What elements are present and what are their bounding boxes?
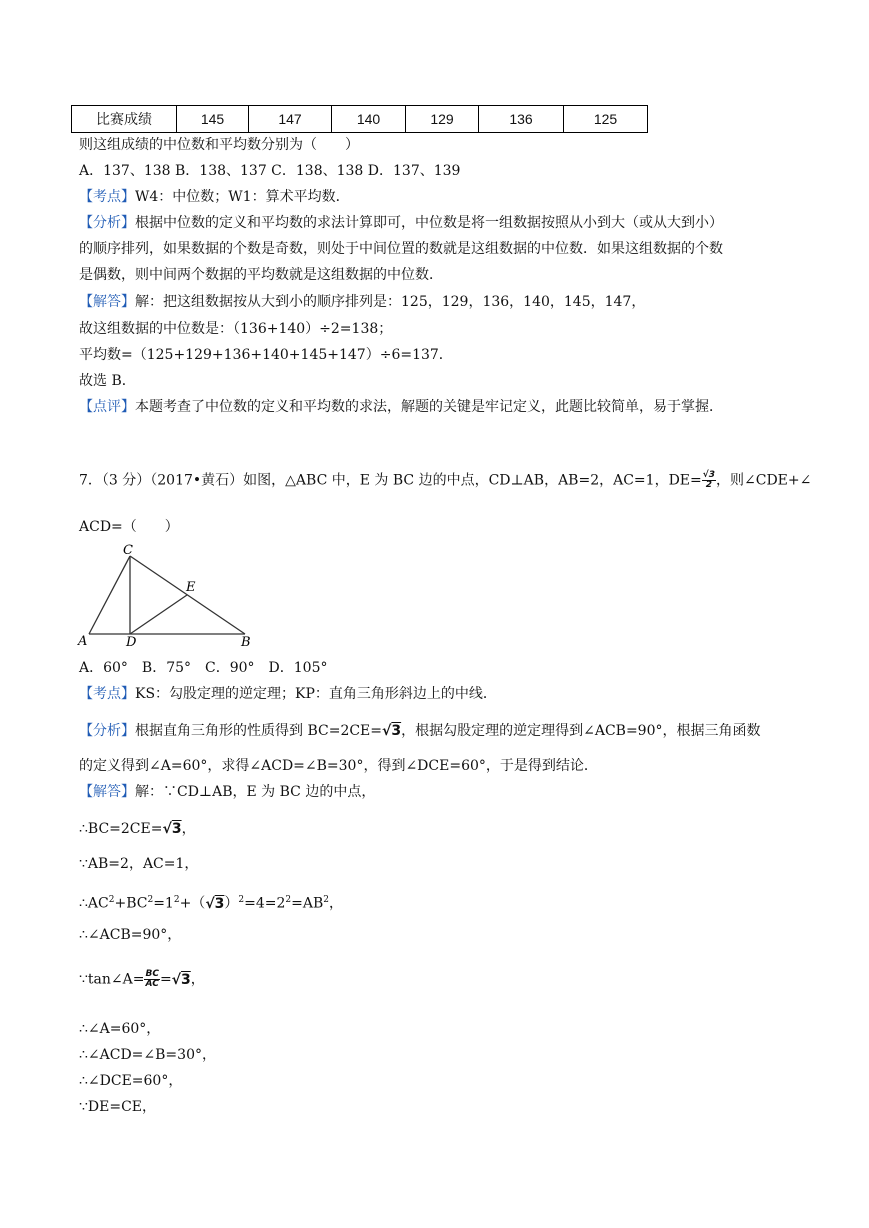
jieda-line: [79, 783, 375, 801]
table-cell: 136: [479, 106, 564, 133]
triangle-figure: [76, 540, 266, 652]
label-b: B: [241, 635, 251, 650]
table-row: [72, 106, 648, 133]
jieda-text: 故选 B．: [79, 373, 136, 389]
table-cell: 145: [177, 106, 249, 133]
sqrt-3: √3: [171, 971, 191, 988]
de-fraction: $\frac{√3}{2}$: [702, 470, 716, 490]
proof-line: ∵DE=CE，: [79, 1099, 157, 1115]
table-cell: 125: [564, 106, 648, 133]
proof-line: $\therefore AC^2+BC^2=1^2+(√3)^2=4=2^2=AB^2$，: [79, 895, 344, 912]
answer-options: A．137、138 B．138、137 C．138、138 D．137、139: [79, 163, 461, 179]
answer-options: A．60° B．75° C．90° D．105°: [79, 660, 328, 676]
segment-de: [130, 595, 187, 634]
fenxi-text: 的定义得到∠A=60°，求得∠ACD=∠B=30°，得到∠DCE=60°，于是得到结论．: [79, 758, 598, 774]
table-cell: 129: [406, 106, 479, 133]
question-stem-cont: ACD=（ ）: [79, 519, 179, 535]
kaodian-tag: 【考点】: [79, 686, 135, 702]
jieda-text: 解：∵CD⊥AB，E 为 BC 边的中点，: [135, 784, 376, 800]
dianping-line: [79, 398, 723, 416]
sqrt-3: √3: [162, 821, 182, 837]
label-e: E: [186, 580, 196, 595]
fenxi-text: 是偶数，则中间两个数据的平均数就是这组数据的中位数．: [79, 267, 443, 283]
kaodian-text: W4：中位数；W1：算术平均数．: [135, 189, 350, 205]
dianping-text: 本题考查了中位数的定义和平均数的求法，解题的关键是牢记定义，此题比较简单，易于掌握．: [135, 399, 723, 415]
kaodian-tag: 【考点】: [79, 189, 135, 205]
table-header-cell: 比赛成绩: [72, 106, 177, 133]
jieda-line: [79, 293, 645, 311]
sqrt-3: √3: [205, 895, 225, 912]
fenxi-text: ，根据勾股定理的逆定理得到∠ACB=90°，根据三角函数: [401, 723, 761, 739]
jieda-text: 解：把这组数据按从大到小的顺序排列是：125，129，136，140，145，147，: [135, 294, 646, 310]
kaodian-text: KS：勾股定理的逆定理；KP：直角三角形斜边上的中线．: [135, 686, 497, 702]
stem-text: 7．（3 分）（2017•黄石）如图，△ABC 中，E 为 BC 边的中点，CD⊥AB，AB=2，AC=1，DE=: [79, 472, 702, 489]
kaodian-line: [79, 188, 350, 206]
proof-line: ∴∠ACB=90°，: [79, 927, 182, 943]
label-c: C: [123, 543, 133, 558]
proof-line: ∴BC=2CE=√3，: [79, 821, 196, 837]
proof-line: ∵tan∠A= $\frac{BC}{AC}$ =√3，: [79, 969, 205, 989]
dianping-tag: 【点评】: [79, 399, 135, 415]
stem-text: ，则∠CDE+∠: [716, 472, 812, 489]
fenxi-text: 根据中位数的定义和平均数的求法计算即可，中位数是将一组数据按照从小到大（或从大到小）: [135, 215, 723, 231]
jieda-text: 故这组数据的中位数是：（136+140）÷2=138；: [79, 321, 393, 337]
jieda-text: 平均数=（125+129+136+140+145+147）÷6=137．: [79, 347, 453, 363]
kaodian-line: [79, 685, 497, 703]
table-cell: 140: [332, 106, 406, 133]
segment-ac: [89, 556, 130, 634]
fenxi-text: 根据直角三角形的性质得到 BC=2CE=: [135, 723, 383, 739]
proof-line: ∴∠A=60°，: [79, 1021, 161, 1037]
fenxi-text: 的顺序排列，如果数据的个数是奇数，则处于中间位置的数就是这组数据的中位数．如果这组数据的个数: [79, 241, 723, 257]
fenxi-line: [79, 722, 761, 740]
proof-line: ∴∠DCE=60°，: [79, 1073, 183, 1089]
proof-line: ∵AB=2，AC=1，: [79, 856, 199, 872]
jieda-tag: 【解答】: [79, 294, 135, 310]
question-tail: 则这组成绩的中位数和平均数分别为（ ）: [79, 137, 359, 153]
score-table: [71, 105, 648, 133]
fenxi-tag: 【分析】: [79, 215, 135, 231]
proof-line: ∴∠ACD=∠B=30°，: [79, 1047, 216, 1063]
jieda-tag: 【解答】: [79, 784, 135, 800]
fenxi-tag: 【分析】: [79, 723, 135, 739]
label-a: A: [78, 634, 88, 649]
question-stem: [79, 471, 811, 490]
table-cell: 147: [249, 106, 332, 133]
tan-fraction: $\frac{BC}{AC}$: [145, 969, 159, 989]
label-d: D: [126, 635, 137, 650]
sqrt-3: √3: [382, 723, 402, 739]
fenxi-line: [79, 214, 723, 232]
